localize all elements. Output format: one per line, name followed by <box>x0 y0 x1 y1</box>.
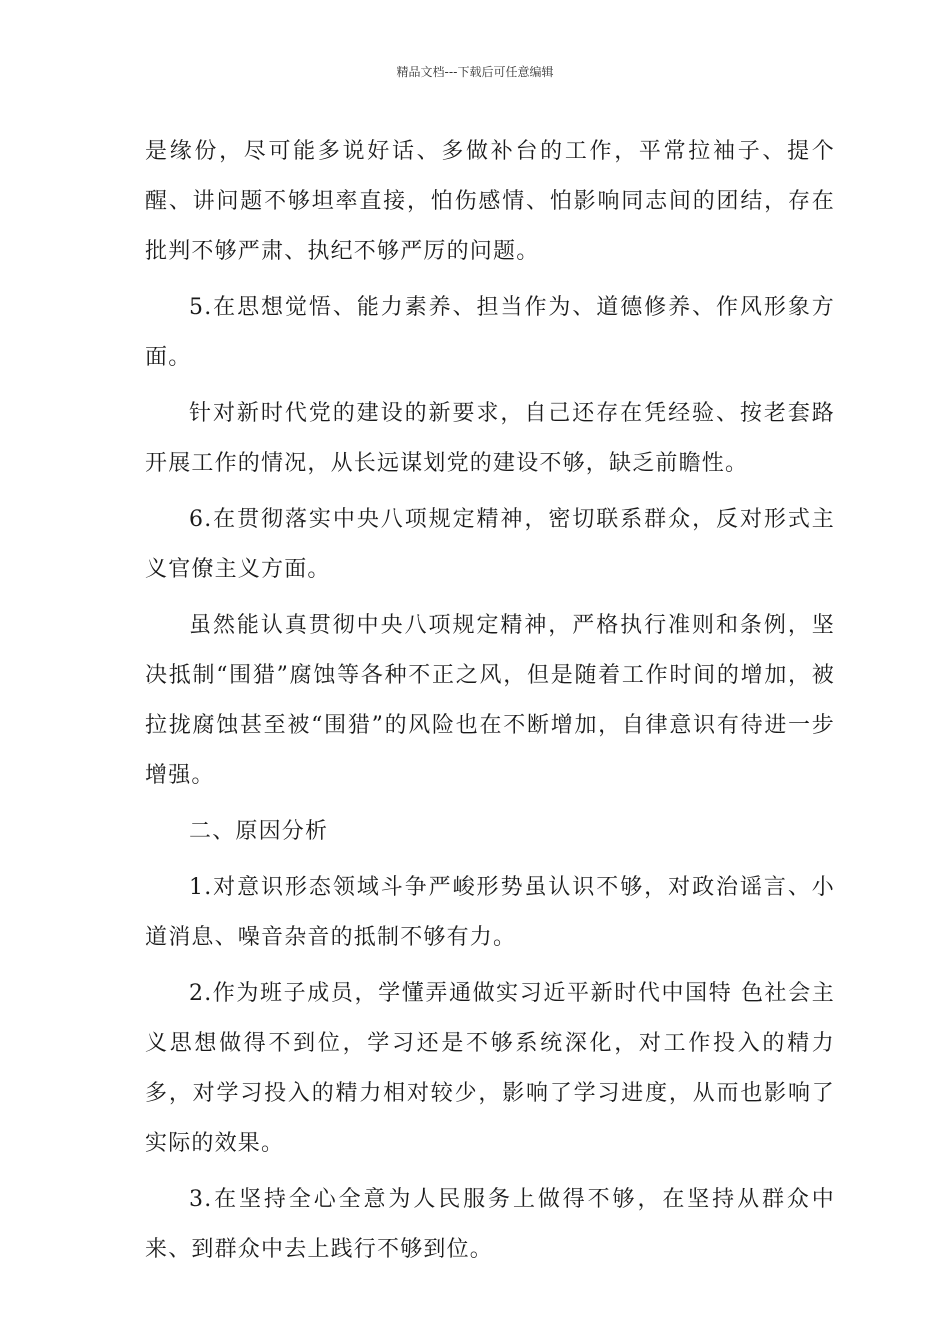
page-header: 精品文档---下载后可任意编辑 <box>396 65 554 79</box>
paragraph-item-6-heading: 6.在贯彻落实中央八项规定精神，密切联系群众，反对形式主义官僚主义方面。 <box>145 507 835 582</box>
document-body <box>145 127 835 1281</box>
paragraph-continuation: 是缘份，尽可能多说好话、多做补台的工作，平常拉袖子、提个醒、讲问题不够坦率直接，怕伤感情、怕影响同志间的团结，存在批判不够严肃、执纪不够严厉的问题。 <box>145 139 835 264</box>
section-heading-cause-analysis: 二、原因分析 <box>189 819 329 844</box>
paragraph-cause-2: 2.作为班子成员，学懂弄通做实习近平新时代中国特 色社会主义思想做得不到位，学习还是不够系统深化，对工作投入的精力多，对学习投入的精力相对较少，影响了学习进度，从而也影响了实际的效果。 <box>145 981 835 1156</box>
paragraph-cause-1: 1.对意识形态领域斗争严峻形势虽认识不够，对政治谣言、小道消息、噪音杂音的抵制不够有力。 <box>145 875 835 950</box>
paragraph-item-5-body: 针对新时代党的建设的新要求，自己还存在凭经验、按老套路开展工作的情况，从长远谋划党的建设不够，缺乏前瞻性。 <box>145 401 835 476</box>
paragraph-item-5-heading: 5.在思想觉悟、能力素养、担当作为、道德修养、作风形象方面。 <box>145 295 835 370</box>
paragraph-item-6-body: 虽然能认真贯彻中央八项规定精神，严格执行准则和条例，坚决抵制“围猎”腐蚀等各种不正之风，但是随着工作时间的增加，被拉拢腐蚀甚至被“围猎”的风险也在不断增加，自律意识有待进一步增强。 <box>145 613 835 788</box>
paragraph-cause-3: 3.在坚持全心全意为人民服务上做得不够，在坚持从群众中来、到群众中去上践行不够到位。 <box>145 1187 835 1262</box>
